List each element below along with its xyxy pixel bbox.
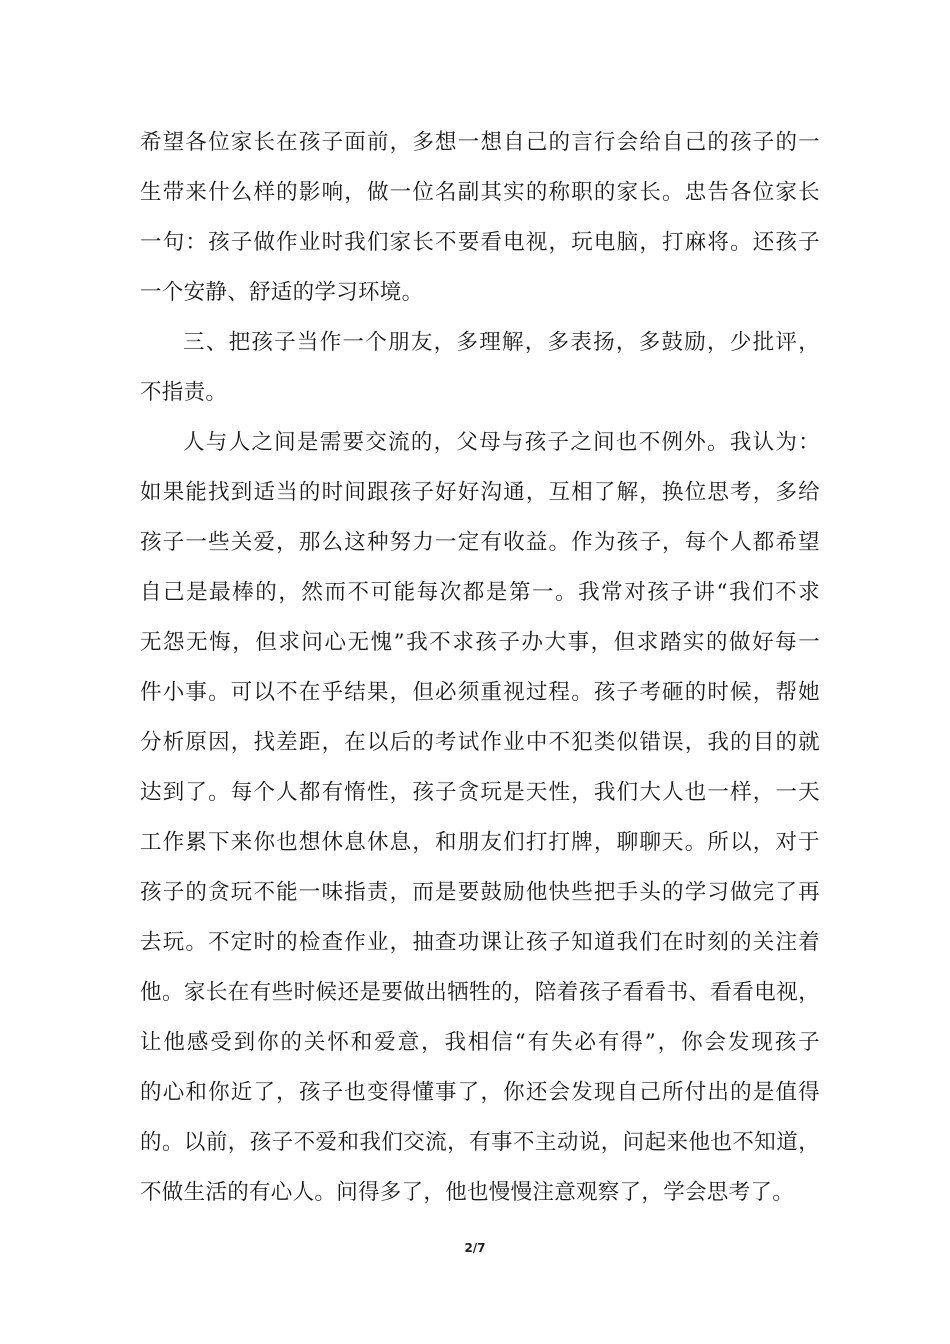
page-number: 2/7 bbox=[464, 1241, 486, 1255]
text-line: 生带来什么样的影响，做一位名副其实的称职的家长。忠告各位家长 bbox=[140, 180, 820, 205]
text-line: 自己是最棒的，然而不可能每次都是第一。我常对孩子讲“我们不求 bbox=[140, 580, 820, 605]
text-line: 如果能找到适当的时间跟孩子好好沟通，互相了解，换位思考，多给 bbox=[140, 480, 820, 505]
text-line: 去玩。不定时的检查作业，抽查功课让孩子知道我们在时刻的关注着 bbox=[140, 930, 820, 955]
text-line: 无怨无悔，但求问心无愧”我不求孩子办大事，但求踏实的做好每一 bbox=[140, 630, 820, 655]
text-line: 希望各位家长在孩子面前，多想一想自己的言行会给自己的孩子的一 bbox=[140, 130, 820, 155]
text-line: 工作累下来你也想休息休息，和朋友们打打牌，聊聊天。所以，对于 bbox=[140, 830, 820, 855]
text-line: 孩子的贪玩不能一味指责，而是要鼓励他快些把手头的学习做完了再 bbox=[140, 880, 820, 905]
text-line: 孩子一些关爱，那么这种努力一定有收益。作为孩子，每个人都希望 bbox=[140, 530, 820, 555]
section-heading-line: 不指责。 bbox=[140, 380, 228, 405]
text-line: 的。以前，孩子不爱和我们交流，有事不主动说，问起来他也不知道， bbox=[140, 1130, 820, 1155]
text-line: 一个安静、舒适的学习环境。 bbox=[140, 280, 424, 305]
text-line: 人与人之间是需要交流的，父母与孩子之间也不例外。我认为： bbox=[183, 430, 820, 455]
text-line: 一句：孩子做作业时我们家长不要看电视，玩电脑，打麻将。还孩子 bbox=[140, 230, 820, 255]
text-line: 达到了。每个人都有惰性，孩子贪玩是天性，我们大人也一样，一天 bbox=[140, 780, 820, 805]
text-line: 的心和你近了，孩子也变得懂事了，你还会发现自己所付出的是值得 bbox=[140, 1080, 820, 1105]
section-heading-line: 三、把孩子当作一个朋友，多理解，多表扬，多鼓励，少批评， bbox=[183, 330, 820, 355]
text-line: 他。家长在有些时候还是要做出牺牲的，陪着孩子看看书、看看电视， bbox=[140, 980, 820, 1005]
text-line: 分析原因，找差距，在以后的考试作业中不犯类似错误，我的目的就 bbox=[140, 730, 820, 755]
text-line: 让他感受到你的关怀和爱意，我相信“有失必有得”，你会发现孩子 bbox=[140, 1030, 820, 1055]
text-line: 不做生活的有心人。问得多了，他也慢慢注意观察了，学会思考了。 bbox=[140, 1180, 795, 1205]
text-line: 件小事。可以不在乎结果，但必须重视过程。孩子考砸的时候，帮她 bbox=[140, 680, 820, 705]
